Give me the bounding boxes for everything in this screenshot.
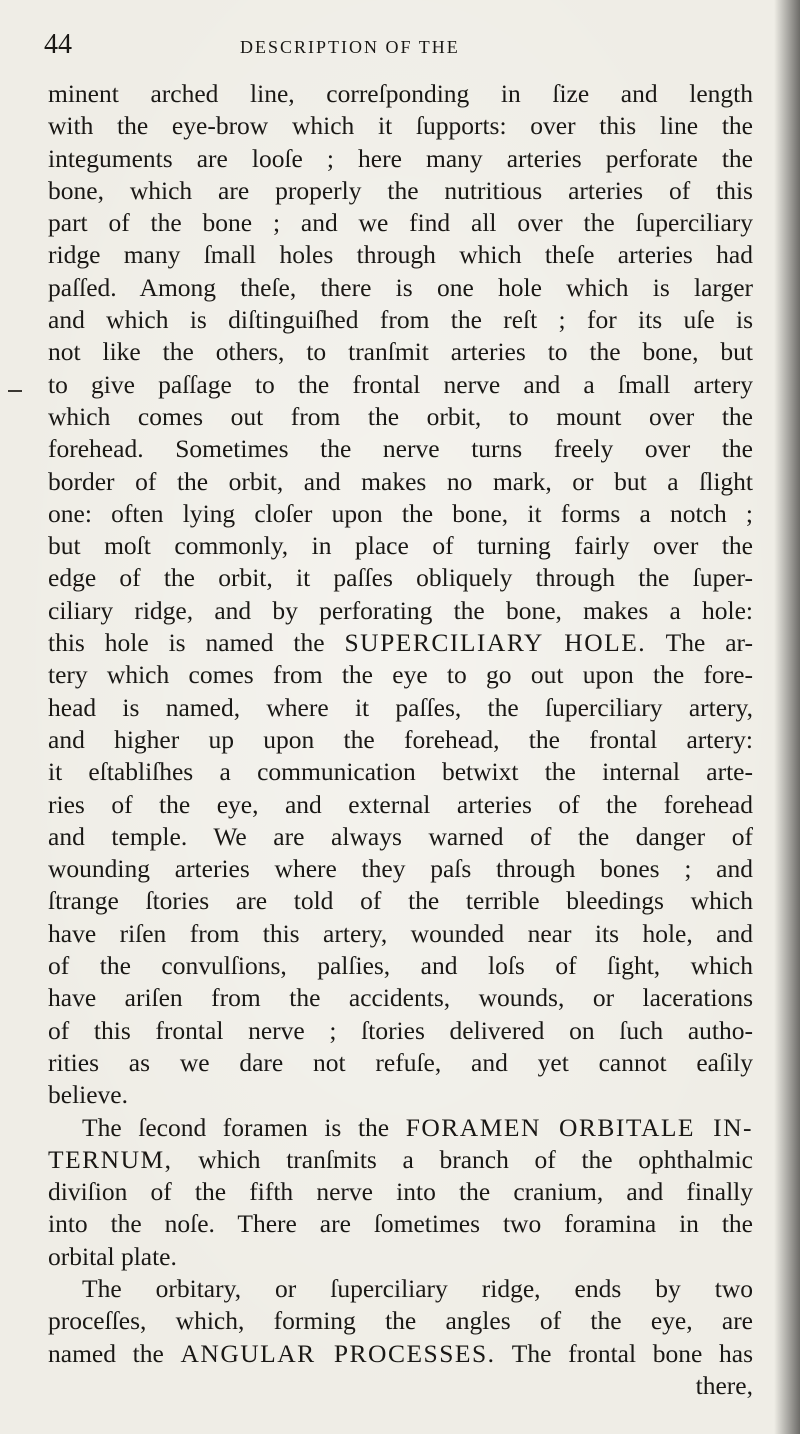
text-line — [48, 530, 753, 562]
text-line — [48, 1305, 753, 1337]
running-head — [40, 30, 760, 60]
text-line — [48, 433, 753, 465]
text-run: paſſed. Among theſe, there is one hole which is larger — [48, 272, 753, 302]
text-line — [48, 950, 753, 982]
text-line — [48, 1208, 753, 1240]
text-run: ridge many ſmall holes through which theſe arteries had — [48, 240, 753, 270]
text-run: believe. — [48, 1080, 128, 1110]
text-line — [48, 1176, 753, 1208]
text-line — [48, 336, 753, 368]
page-edge-shadow — [774, 0, 800, 1434]
text-line — [48, 1144, 753, 1176]
text-run: head is named, where it paſſes, the ſuperciliary artery, — [48, 692, 753, 722]
text-run: to give paſſage to the frontal nerve and a ſmall artery — [48, 369, 753, 399]
text-run: The ar- — [646, 628, 753, 658]
text-line — [48, 1015, 753, 1047]
text-line — [48, 627, 753, 659]
body-text — [48, 78, 753, 1402]
text-line — [48, 1370, 753, 1402]
text-run: The orbitary, or ſuperciliary ridge, ends by two — [82, 1273, 753, 1303]
small-caps-term: ANGULAR PROCESSES. — [180, 1338, 496, 1368]
text-line — [48, 272, 753, 304]
text-line — [48, 918, 753, 950]
text-line — [48, 1112, 753, 1144]
text-run: edge of the orbit, it paſſes obliquely through the ſuper- — [48, 563, 753, 593]
text-run: rities as we dare not refuſe, and yet cannot eaſily — [48, 1047, 753, 1077]
text-run: with the eye-brow which it ſupports: over this line the — [48, 111, 753, 141]
text-line — [48, 1338, 753, 1370]
text-run: into the noſe. There are ſometimes two foramina in the — [48, 1209, 753, 1239]
text-run: The ſecond foramen is the — [82, 1112, 406, 1142]
text-run: integuments are looſe ; here many arteries perforate the — [48, 143, 753, 173]
text-line — [48, 143, 753, 175]
text-line — [48, 401, 753, 433]
text-run: it eſtabliſhes a communication betwixt the internal arte- — [48, 757, 753, 787]
text-line — [48, 659, 753, 691]
text-line — [48, 595, 753, 627]
text-run: which tranſmits a branch of the ophthalmic — [172, 1144, 753, 1174]
text-run: The frontal bone has — [495, 1338, 753, 1368]
text-line — [48, 692, 753, 724]
text-run: ſtrange ſtories are told of the terrible bleedings which — [48, 886, 753, 916]
text-run: not like the others, to tranſmit arteries to the bone, but — [48, 337, 753, 367]
text-run: this hole is named the — [48, 628, 345, 658]
text-line — [48, 498, 753, 530]
text-line — [48, 756, 753, 788]
text-line — [48, 1273, 753, 1305]
text-line — [48, 724, 753, 756]
text-run: forehead. Sometimes the nerve turns freely over the — [48, 434, 753, 464]
text-run: diviſion of the fifth nerve into the cranium, and finally — [48, 1177, 753, 1207]
small-caps-term: SUPERCILIARY HOLE. — [344, 628, 647, 658]
text-run: and which is diſtinguiſhed from the reſt ; for its uſe is — [48, 305, 753, 335]
text-line — [48, 175, 753, 207]
small-caps-term: TERNUM, — [48, 1144, 173, 1174]
text-run: orbital plate. — [48, 1241, 177, 1271]
text-line — [48, 466, 753, 498]
text-line — [48, 1241, 753, 1273]
page-number: 44 — [44, 29, 72, 60]
text-run: have riſen from this artery, wounded near its hole, and — [48, 918, 753, 948]
text-run: and temple. We are always warned of the danger of — [48, 821, 753, 851]
text-run: ciliary ridge, and by perforating the bone, makes a hole: — [48, 595, 753, 625]
text-line — [48, 562, 753, 594]
text-line — [48, 1079, 753, 1111]
text-run: of the convulſions, palſies, and loſs of ſight, which — [48, 951, 753, 981]
text-run: bone, which are properly the nutritious arteries of this — [48, 175, 753, 205]
text-run: ries of the eye, and external arteries of the forehead — [48, 789, 753, 819]
text-run: border of the orbit, and makes no mark, or but a ſlight — [48, 466, 753, 496]
text-line — [48, 821, 753, 853]
text-line — [48, 239, 753, 271]
small-caps-term: FORAMEN ORBITALE IN- — [405, 1112, 753, 1142]
text-line — [48, 78, 753, 110]
margin-mark — [8, 390, 22, 392]
text-line — [48, 369, 753, 401]
text-run: which comes out from the orbit, to mount over the — [48, 401, 753, 431]
text-line — [48, 1047, 753, 1079]
text-run: of this frontal nerve ; ſtories delivered on ſuch autho- — [48, 1015, 753, 1045]
text-line — [48, 304, 753, 336]
text-run: tery which comes from the eye to go out upon the fore- — [48, 660, 753, 690]
text-line — [48, 885, 753, 917]
text-line — [48, 110, 753, 142]
text-run: and higher up upon the forehead, the frontal artery: — [48, 724, 753, 754]
text-run: minent arched line, correſponding in ſize and length — [48, 79, 753, 108]
text-line — [48, 789, 753, 821]
text-line — [48, 853, 753, 885]
running-title: DESCRIPTION OF THE — [240, 37, 460, 57]
text-run: part of the bone ; and we find all over the ſuperciliary — [48, 208, 753, 238]
text-run: wounding arteries where they paſs through bones ; and — [48, 854, 753, 884]
text-line — [48, 982, 753, 1014]
text-run: proceſſes, which, forming the angles of the eye, are — [48, 1306, 753, 1336]
text-run: one: often lying cloſer upon the bone, it forms a notch ; — [48, 498, 753, 528]
text-run: have ariſen from the accidents, wounds, or lacerations — [48, 983, 753, 1013]
text-run: named the — [48, 1338, 181, 1368]
text-line — [48, 207, 753, 239]
text-run: there, — [695, 1370, 753, 1400]
text-run: but moſt commonly, in place of turning fairly over the — [48, 531, 753, 561]
